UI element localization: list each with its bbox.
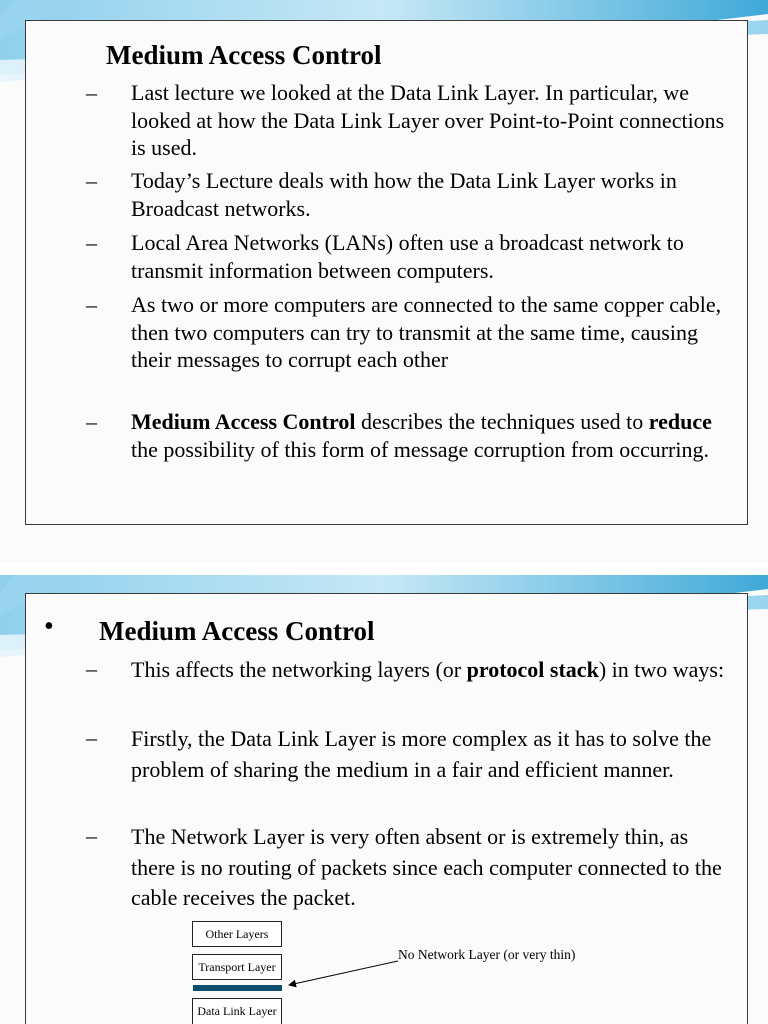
item-text: Today’s Lecture deals with how the Data Link Layer works in Broadcast networks. — [131, 168, 677, 221]
list-bullet-dash: – — [86, 292, 97, 317]
annotation-label: No Network Layer (or very thin) — [398, 947, 576, 962]
layer-box-datalink: Data Link Layer — [192, 998, 282, 1024]
layer-box-transport: Transport Layer — [192, 954, 282, 980]
item-text: As two or more computers are connected to the same copper cable, then two computers can try to transmit at the same time, causing their messages to corrupt each other — [131, 292, 722, 372]
list-item — [131, 79, 731, 162]
list-item — [131, 167, 731, 222]
item-text: Last lecture we looked at the Data Link Layer. In particular, we looked at how the Data Link Layer over Point-to-Point connections is used. — [131, 80, 725, 160]
item-text: Local Area Networks (LANs) often use a broadcast network to transmit information between computers. — [131, 230, 684, 283]
annotation-arrow — [0, 575, 768, 1024]
list-bullet-dash: – — [86, 80, 97, 105]
slide-2 — [0, 575, 768, 1024]
list-item — [131, 229, 731, 284]
item-text: the possibility of this form of message corruption from occurring. — [131, 436, 709, 462]
title-bullet: • — [44, 611, 54, 642]
list-bullet-dash: – — [86, 656, 97, 681]
list-bullet-dash: – — [86, 168, 97, 193]
item-text: The Network Layer is very often absent or is extremely thin, as there is no routing of packets since each computer connected to the cable receives the packet. — [131, 824, 722, 910]
item-text: Firstly, the Data Link Layer is more complex as it has to solve the problem of sharing the medium in a fair and efficient manner. — [131, 726, 712, 782]
item-text: This affects the networking layers (or — [131, 657, 467, 682]
list-bullet-dash: – — [86, 230, 97, 255]
slide-1-title: Medium Access Control — [106, 40, 382, 70]
list-item — [131, 408, 731, 463]
slide-2-title: Medium Access Control — [99, 616, 375, 646]
list-bullet-dash: – — [86, 409, 97, 434]
item-text-bold: reduce — [648, 409, 712, 434]
item-text-bold: Medium Access Control — [131, 409, 356, 434]
item-text: ) in two ways: — [598, 657, 725, 682]
list-bullet-dash: – — [86, 725, 97, 750]
list-bullet-dash: – — [86, 823, 97, 848]
item-text: describes the techniques used to — [355, 409, 649, 434]
layer-box-other: Other Layers — [192, 921, 282, 947]
item-text-bold: protocol stack — [466, 657, 599, 682]
list-item — [131, 291, 731, 374]
slide-gap — [0, 562, 768, 575]
